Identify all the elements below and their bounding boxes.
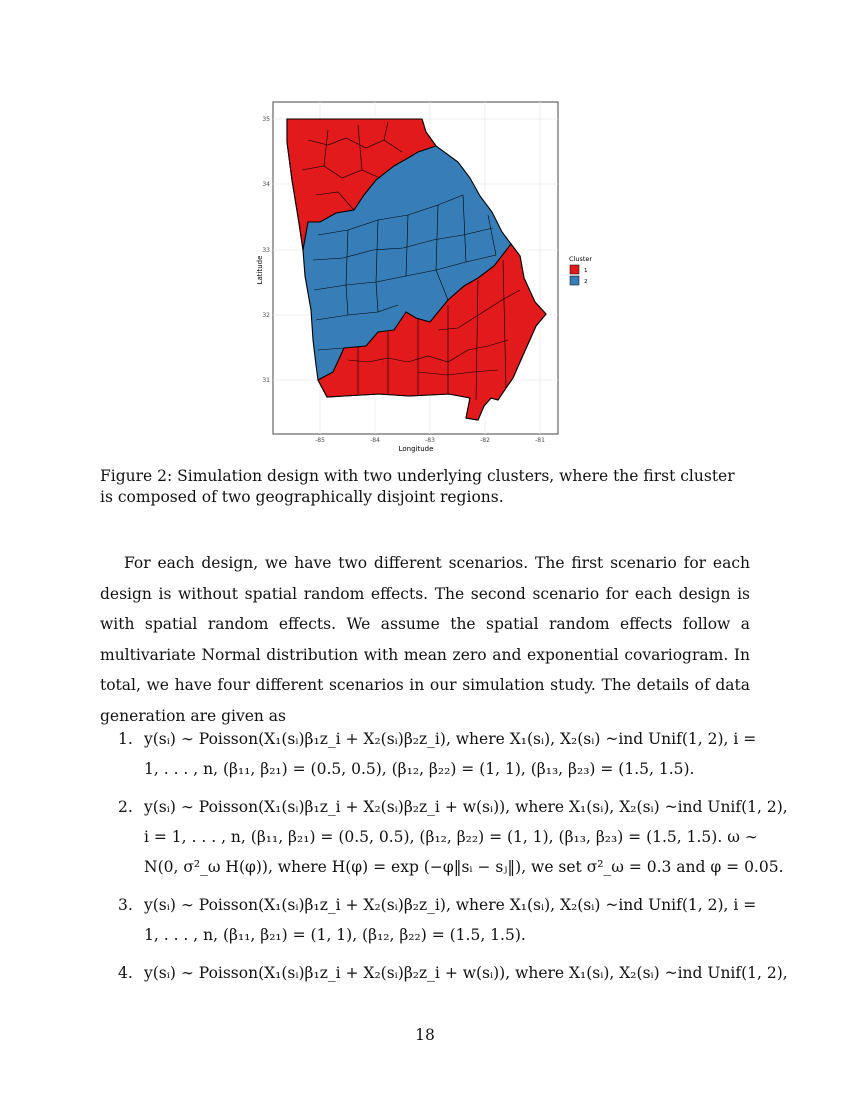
y-tick-label: 35 [262,116,270,123]
figure-caption: Figure 2: Simulation design with two underlying clusters, where the first cluster is composed of two geographically disjoint regions. [100,467,735,506]
item-number: 1. [118,730,133,748]
item-line: y(sᵢ) ∼ Poisson(X₁(sᵢ)β₁z_i + X₂(sᵢ)β₂z_i), where X₁(sᵢ), X₂(sᵢ) ~ind Unif(1, 2), i = [144,896,757,914]
y-axis-label: Latitude [256,255,264,285]
y-tick-label: 31 [262,377,270,384]
page-number: 18 [415,1026,435,1044]
item-line: N(0, σ²_ω H(φ)), where H(φ) = exp (−φ‖sᵢ − sⱼ‖), we set σ²_ω = 0.3 and φ = 0.05. [144,858,784,876]
legend-swatch-cluster-1 [570,265,579,274]
item-line: i = 1, . . . , n, (β₁₁, β₂₁) = (0.5, 0.5), (β₁₂, β₂₂) = (1, 1), (β₁₃, β₂₃) = (1.5, 1.5). ω ∼ [144,828,758,846]
list-item [100,792,788,882]
item-line: 1, . . . , n, (β₁₁, β₂₁) = (1, 1), (β₁₂, β₂₂) = (1.5, 1.5). [144,926,526,944]
x-axis [315,437,545,444]
item-number: 3. [118,896,133,914]
list-item [100,958,788,988]
legend-label: 1 [584,268,588,274]
x-tick-label: -81 [535,437,545,444]
x-tick-label: -82 [480,437,490,444]
legend-label: 2 [584,279,588,285]
item-line: y(sᵢ) ∼ Poisson(X₁(sᵢ)β₁z_i + X₂(sᵢ)β₂z_i + w(sᵢ)), where X₁(sᵢ), X₂(sᵢ) ~ind Unif(1, 2), [144,798,788,816]
body-paragraph: For each design, we have two different scenarios. The first scenario for each design is without spatial random effects. The second scenario for each design is with spatial random effects. We assume the spatial random effects follow a multivariate Normal distribution with mean zero and exponential covariogram. In total, we have four different scenarios in our simulation study. The details of data generation are given as [100,554,750,725]
x-tick-label: -83 [425,437,435,444]
item-line: y(sᵢ) ∼ Poisson(X₁(sᵢ)β₁z_i + X₂(sᵢ)β₂z_i + w(sᵢ)), where X₁(sᵢ), X₂(sᵢ) ~ind Unif(1, 2), [144,964,788,982]
legend-swatch-cluster-2 [570,276,579,285]
item-number: 4. [118,964,133,982]
cluster-map-figure [258,100,598,455]
x-tick-label: -85 [315,437,325,444]
legend-title: Cluster [569,255,593,263]
item-line: y(sᵢ) ∼ Poisson(X₁(sᵢ)β₁z_i + X₂(sᵢ)β₂z_i), where X₁(sᵢ), X₂(sᵢ) ~ind Unif(1, 2), i = [144,730,757,748]
x-tick-label: -84 [370,437,380,444]
list-item [100,724,757,784]
y-tick-label: 33 [262,247,270,254]
y-axis [262,116,270,384]
x-axis-label: Longitude [398,445,434,453]
legend [569,255,592,285]
scenario-list [100,724,788,996]
item-line: 1, . . . , n, (β₁₁, β₂₁) = (0.5, 0.5), (β₁₂, β₂₂) = (1, 1), (β₁₃, β₂₃) = (1.5, 1.5). [144,760,695,778]
y-tick-label: 34 [262,181,270,188]
y-tick-label: 32 [262,312,270,319]
item-number: 2. [118,798,133,816]
list-item [100,890,757,950]
